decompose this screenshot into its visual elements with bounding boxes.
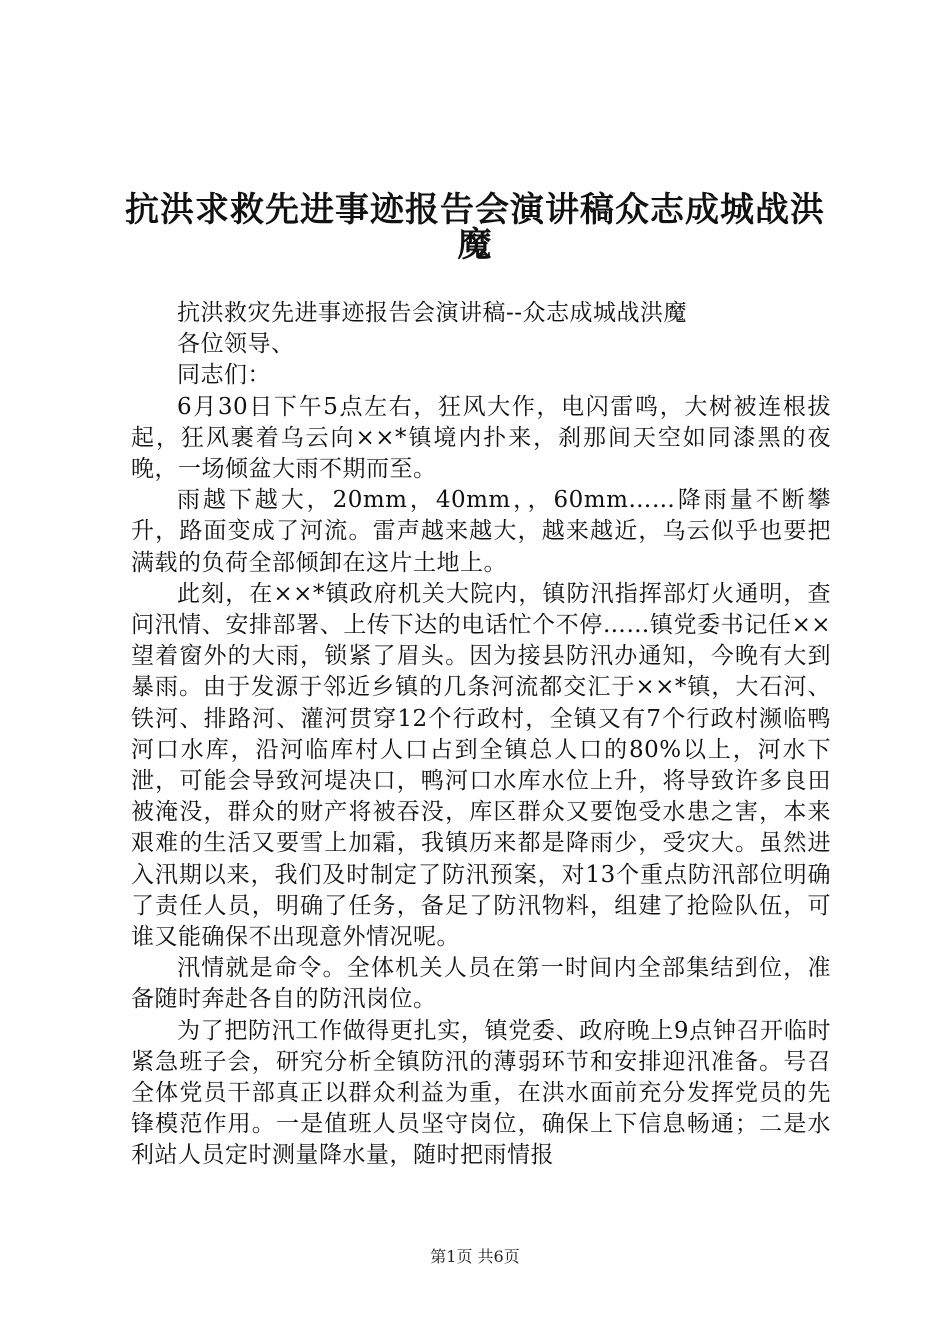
body-paragraph: 为了把防汛工作做得更扎实，镇党委、政府晚上9点钟召开临时紧急班子会，研究分析全镇防汛的薄弱环节和安排迎汛准备。号召全体党员干部真正以群众利益为重，在洪水面前充分发挥党员的先锋模范作用。一是值班人员坚守岗位，确保上下信息畅通；二是水利站人员定时测量降水量，随时把雨情报	[131, 1017, 831, 1169]
body-paragraph: 此刻，在××*镇政府机关大院内，镇防汛指挥部灯火通明，查问汛情、安排部署、上传下达的电话忙个不停……镇党委书记任××望着窗外的大雨，锁紧了眉头。因为接县防汛办通知，今晚有大到暴雨。由于发源于邻近乡镇的几条河流都交汇于××*镇，大石河、铁河、排路河、灌河贯穿12个行政村，全镇又有7个行政村濒临鸭河口水库，沿河临库村人口占到全镇总人口的80%以上，河水下泄，可能会导致河堤决口，鸭河口水库水位上升，将导致许多良田被淹没，群众的财产将被吞没，库区群众又要饱受水患之害，本来艰难的生活又要雪上加霜，我镇历来都是降雨少，受灾大。虽然进入汛期以来，我们及时制定了防汛预案，对13个重点防汛部位明确了责任人员，明确了任务，备足了防汛物料，组建了抢险队伍，可谁又能确保不出现意外情况呢。	[131, 580, 831, 951]
salutation-leaders: 各位领导、	[177, 331, 295, 358]
subtitle-paragraph: 抗洪救灾先进事迹报告会演讲稿--众志成城战洪魔	[177, 300, 688, 326]
page-number-footer: 第1页 共6页	[430, 1247, 520, 1266]
document-title-line-2: 魔	[457, 225, 493, 265]
document-title-line-1: 抗洪求救先进事迹报告会演讲稿众志成城战洪	[125, 190, 825, 230]
body-paragraph: 雨越下越大，20mm，40mm，，60mm……降雨量不断攀升，路面变成了河流。雷声越来越大，越来越近，乌云似乎也要把满载的负荷全部倾卸在这片土地上。	[131, 487, 831, 576]
body-paragraph: 汛情就是命令。全体机关人员在第一时间内全部集结到位，准备随时奔赴各自的防汛岗位。	[131, 955, 831, 1013]
salutation-comrades: 同志们：	[177, 362, 271, 389]
body-paragraph: 6月30日下午5点左右，狂风大作，电闪雷鸣，大树被连根拔起，狂风裹着乌云向××*镇境内扑来，刹那间天空如同漆黑的夜晚，一场倾盆大雨不期而至。	[131, 393, 831, 483]
document-body	[131, 298, 831, 1172]
